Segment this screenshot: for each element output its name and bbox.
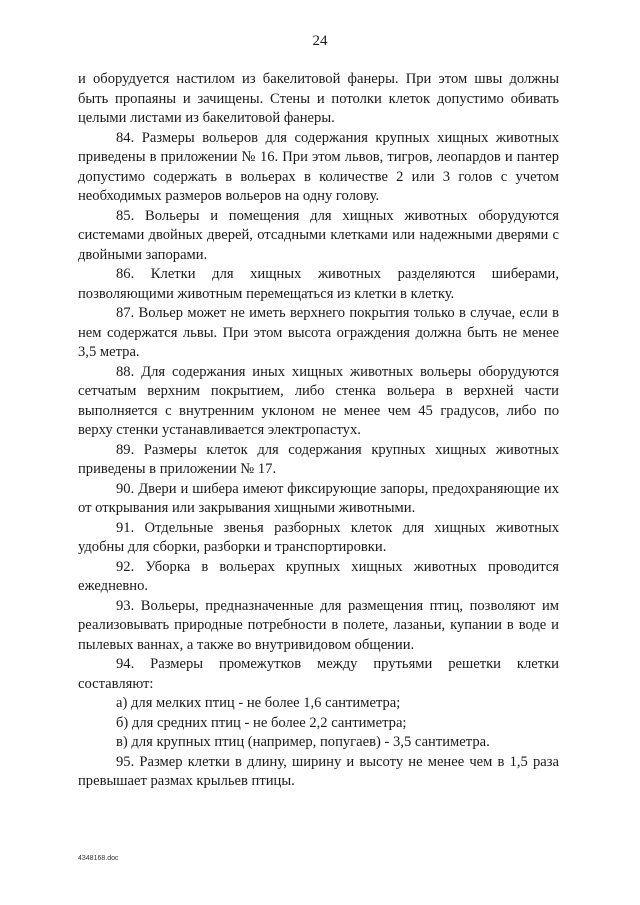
paragraph-89: 89. Размеры клеток для содержания крупных хищных животных приведены в приложении № 17. — [78, 441, 559, 477]
document-body — [78, 70, 559, 792]
paragraph-87: 87. Вольер может не иметь верхнего покрытия только в случае, если в нем содержатся львы. При этом высота ограждения должна быть не менее 3,5 метра. — [78, 305, 559, 360]
paragraph-85: 85. Вольеры и помещения для хищных животных оборудуются системами двойных дверей, отсадными клетками или надежными дверями с двойными запорами. — [78, 207, 559, 263]
paragraph-92: 92. Уборка в вольерах крупных хищных животных проводится ежедневно. — [78, 558, 559, 594]
list-item-b: б) для средних птиц - не более 2,2 сантиметра; — [116, 714, 407, 731]
paragraph-95: 95. Размер клетки в длину, ширину и высоту не менее чем в 1,5 раза превышает размах крыльев птицы. — [78, 753, 559, 789]
paragraph-84: 84. Размеры вольеров для содержания крупных хищных животных приведены в приложении № 16. При этом львов, тигров, леопардов и пантер допустимо содержать в вольерах в количестве 2 или 3 голов с учетом необходимых размеров вольеров на одну голову. — [78, 129, 559, 204]
list-item-a: а) для мелких птиц - не более 1,6 сантиметра; — [116, 695, 401, 711]
page-number: 24 — [312, 33, 328, 49]
paragraph-86: 86. Клетки для хищных животных разделяются шиберами, позволяющими животным перемещаться из клетки в клетку. — [78, 266, 559, 302]
paragraph-90: 90. Двери и шибера имеют фиксирующие запоры, предохраняющие их от открывания или закрывания хищными животными. — [78, 480, 559, 516]
file-name-footer: 4348168.doc — [78, 855, 119, 862]
paragraph-91: 91. Отдельные звенья разборных клеток для хищных животных удобны для сборки, разборки и транспортировки. — [78, 519, 559, 555]
paragraph-93: 93. Вольеры, предназначенные для размещения птиц, позволяют им реализовывать природные потребности в полете, лазаньи, купании в воде и пылевых ваннах, а также во внутривидовом общении. — [78, 597, 559, 653]
paragraph-88: 88. Для содержания иных хищных животных вольеры оборудуются сетчатым верхним покрытием, либо стенка вольера в верхней части выполняется с внутренним уклоном не менее чем 45 градусов, либо по верху стенки устанавливается электропастух. — [78, 363, 559, 438]
paragraph-94: 94. Размеры промежутков между прутьями решетки клетки составляют: — [78, 656, 559, 692]
list-item-c: в) для крупных птиц (например, попугаев) - 3,5 сантиметра. — [116, 734, 490, 750]
paragraph-continuation: и оборудуется настилом из бакелитовой фанеры. При этом швы должны быть пропаяны и зачищены. Стены и потолки клеток допустимо обивать целыми листами из бакелитовой фанеры. — [78, 71, 559, 126]
